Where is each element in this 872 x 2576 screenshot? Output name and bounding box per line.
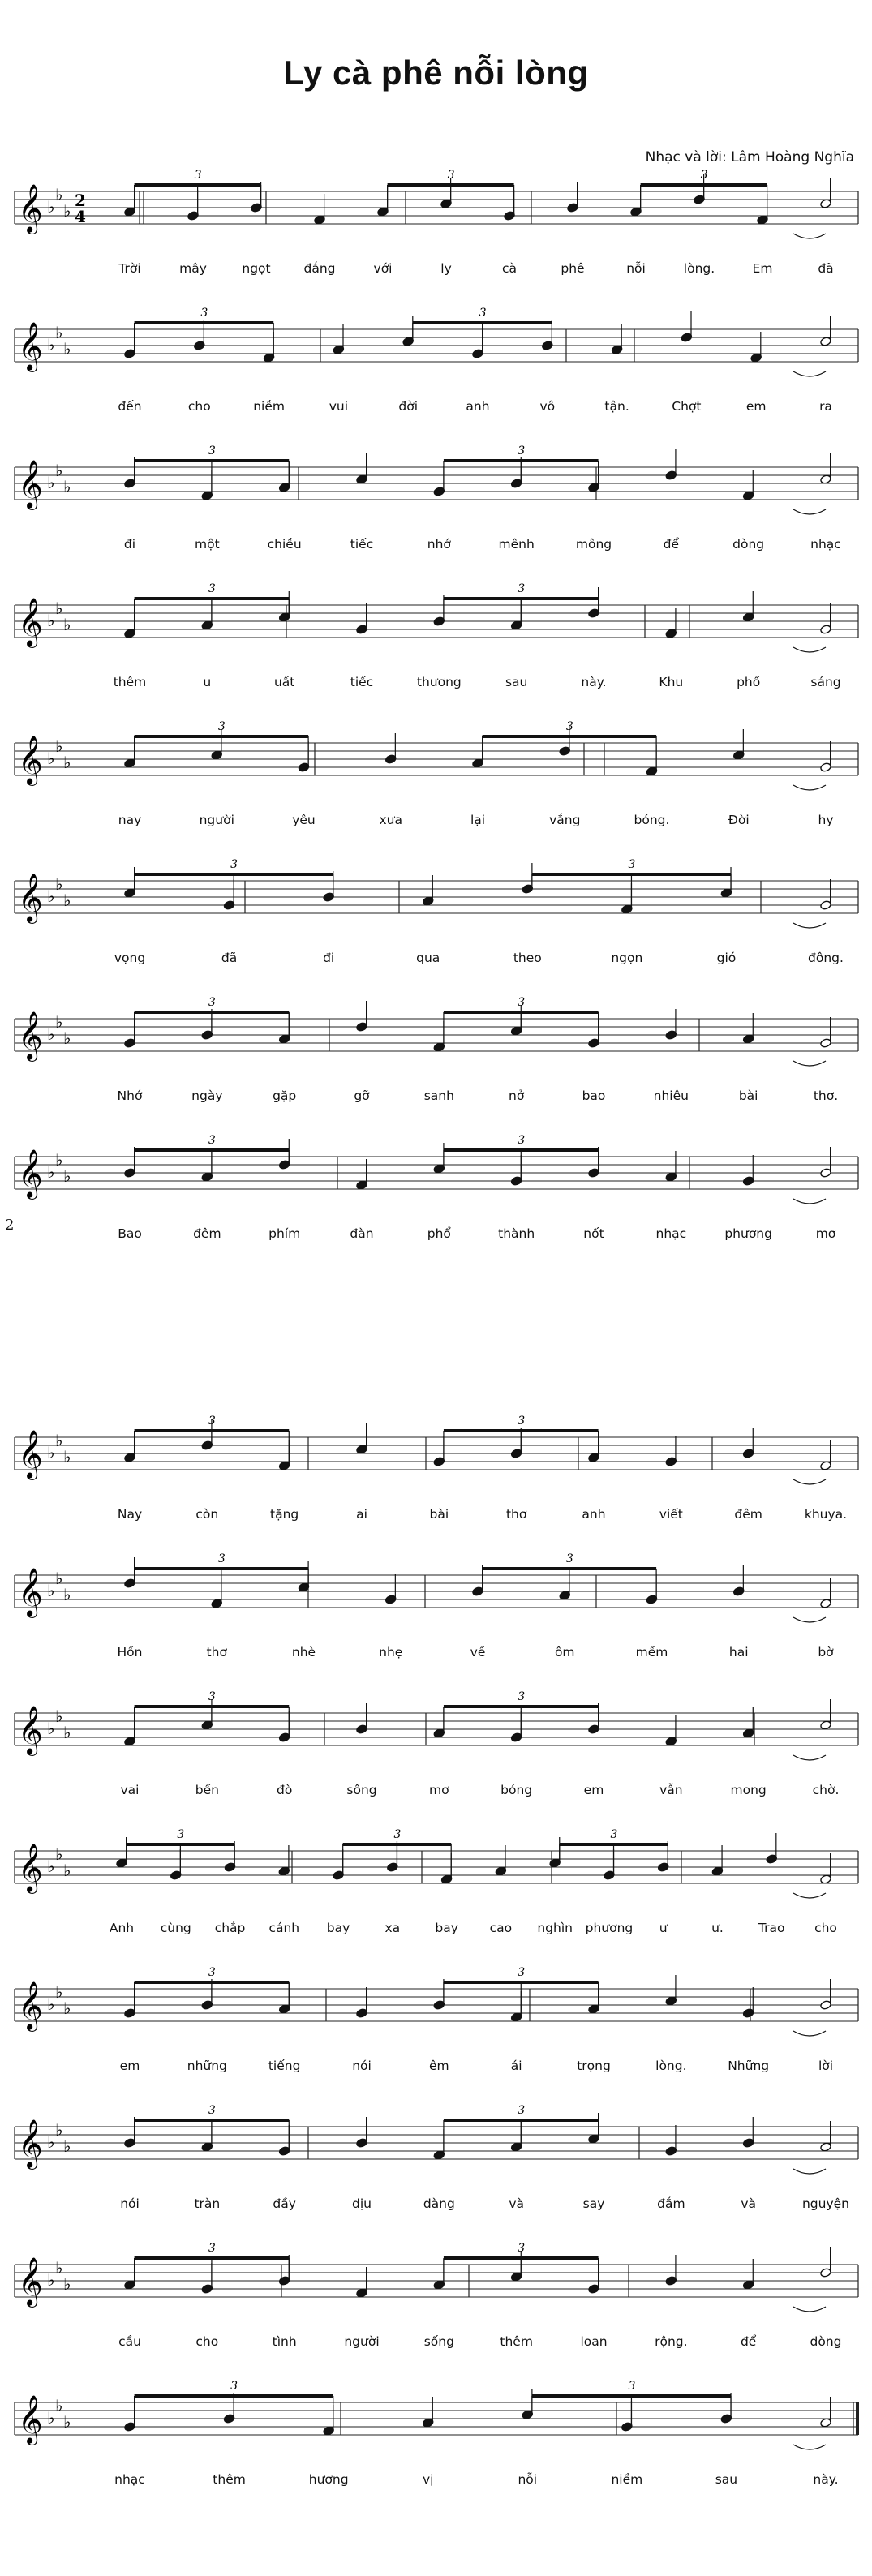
tuplet-label: 3 xyxy=(518,582,526,595)
lyric-syllable: sông xyxy=(346,1783,377,1797)
tuplet-label: 3 xyxy=(610,1828,618,1841)
flat-icon: ♭ xyxy=(55,1012,63,1032)
lyric-syllable: bóng xyxy=(500,1783,533,1797)
lyric-syllable: cao xyxy=(489,1921,513,1935)
staff-system xyxy=(0,2094,872,2224)
lyric-syllable: với xyxy=(373,261,393,276)
lyric-syllable: và xyxy=(741,2196,756,2211)
flat-icon: ♭ xyxy=(63,1723,71,1742)
lyric-syllable: mông xyxy=(575,537,612,552)
flat-icon: ♭ xyxy=(47,1024,55,1044)
lyric-syllable: ra xyxy=(819,399,832,414)
treble-clef-icon: 𝄞 xyxy=(18,2257,43,2306)
flat-icon: ♭ xyxy=(63,339,71,358)
lyric-syllable: phê xyxy=(561,261,585,276)
lyric-syllable: Chợt xyxy=(672,399,702,414)
lyric-syllable: tiếng xyxy=(268,2059,301,2073)
staff-system xyxy=(0,2370,872,2500)
lyric-syllable: vọng xyxy=(114,951,146,965)
composer-credit: Nhạc và lời: Lâm Hoàng Nghĩa xyxy=(645,149,854,165)
tuplet-label: 3 xyxy=(208,1690,216,1703)
lyric-syllable: anh xyxy=(466,399,490,414)
lyric-syllable: nay xyxy=(118,813,142,827)
tuplet-label: 3 xyxy=(518,1966,526,1979)
lyric-syllable: Nay xyxy=(117,1507,143,1522)
flat-icon: ♭ xyxy=(47,1857,55,1876)
flat-icon: ♭ xyxy=(47,611,55,630)
lyric-syllable: hương xyxy=(308,2472,349,2487)
lyric-syllable: ly xyxy=(440,261,452,276)
lyric-syllable: đắng xyxy=(303,261,336,276)
lyric-syllable: em xyxy=(119,2059,140,2073)
lyric-syllable: mơ xyxy=(815,1226,836,1241)
tuplet-label: 3 xyxy=(217,1552,226,1565)
flat-icon: ♭ xyxy=(55,2120,63,2140)
lyric-syllable: vẫn xyxy=(659,1783,683,1797)
lyric-syllable: này. xyxy=(813,2472,839,2487)
lyric-syllable: nhẹ xyxy=(379,1645,403,1659)
lyric-syllable: yêu xyxy=(292,813,316,827)
lyric-syllable: tận. xyxy=(604,399,629,414)
flat-icon: ♭ xyxy=(55,1431,63,1450)
lyric-syllable: còn xyxy=(195,1507,219,1522)
lyric-syllable: lại xyxy=(470,813,486,827)
lyric-syllable: dịu xyxy=(352,2196,372,2211)
lyric-syllable: gặp xyxy=(273,1088,297,1103)
lyric-syllable: lòng. xyxy=(683,261,715,276)
staff-system xyxy=(0,986,872,1116)
flat-icon: ♭ xyxy=(55,1844,63,1864)
lyric-syllable: niềm xyxy=(611,2472,643,2487)
lyric-syllable: dàng xyxy=(423,2196,455,2211)
tuplet-label: 3 xyxy=(518,444,526,457)
lyric-syllable: Khu xyxy=(659,675,684,689)
lyric-syllable: cho xyxy=(187,399,211,414)
tuplet-label: 3 xyxy=(518,2242,526,2255)
tuplet-label: 3 xyxy=(565,720,573,733)
tuplet-label: 3 xyxy=(518,2104,526,2117)
lyric-syllable: đàn xyxy=(350,1226,374,1241)
tuplet-label: 3 xyxy=(518,996,526,1009)
tuplet-label: 3 xyxy=(208,444,216,457)
lyric-syllable: Những xyxy=(728,2059,770,2073)
lyric-syllable: vô xyxy=(539,399,556,414)
lyric-syllable: Nhớ xyxy=(117,1088,143,1103)
lyric-syllable: nghìn xyxy=(537,1921,573,1935)
lyric-syllable: cho xyxy=(195,2334,219,2349)
lyric-syllable: mênh xyxy=(498,537,535,552)
staff-system xyxy=(0,1124,872,1254)
lyric-syllable: nhạc xyxy=(810,537,841,552)
lyric-syllable: ôm xyxy=(554,1645,575,1659)
tie xyxy=(793,371,826,376)
lyric-syllable: say xyxy=(582,2196,605,2211)
lyric-syllable: Hồn xyxy=(117,1645,143,1659)
flat-icon: ♭ xyxy=(55,1982,63,2002)
lyric-syllable: vị xyxy=(422,2472,434,2487)
lyric-syllable: vui xyxy=(329,399,349,414)
flat-icon: ♭ xyxy=(55,323,63,342)
lyric-syllable: em xyxy=(583,1783,604,1797)
tuplet-label: 3 xyxy=(208,1134,216,1147)
lyric-syllable: lòng. xyxy=(655,2059,687,2073)
lyric-syllable: nốt xyxy=(583,1226,604,1241)
staff-system xyxy=(0,297,872,427)
treble-clef-icon: 𝄞 xyxy=(18,1706,43,1754)
tuplet-label: 3 xyxy=(479,307,487,320)
lyric-syllable: thêm xyxy=(113,675,147,689)
tie xyxy=(793,234,826,238)
flat-icon: ♭ xyxy=(63,1447,71,1466)
flat-icon: ♭ xyxy=(63,753,71,772)
lyric-syllable: mơ xyxy=(429,1783,449,1797)
tie xyxy=(793,2169,826,2174)
lyric-syllable: qua xyxy=(416,951,440,965)
flat-icon: ♭ xyxy=(47,749,55,768)
lyric-syllable: xa xyxy=(384,1921,401,1935)
flat-icon: ♭ xyxy=(55,1569,63,1588)
treble-clef-icon: 𝄞 xyxy=(18,1568,43,1616)
treble-clef-icon: 𝄞 xyxy=(18,460,43,509)
flat-icon: ♭ xyxy=(63,615,71,634)
lyric-syllable: ngọn xyxy=(611,951,643,965)
tuplet-label: 3 xyxy=(447,169,455,182)
staff-system xyxy=(0,2232,872,2362)
lyric-syllable: nguyện xyxy=(801,2196,850,2211)
lyric-syllable: theo xyxy=(513,951,542,965)
tie xyxy=(793,1617,826,1622)
lyric-syllable: thương xyxy=(416,675,462,689)
flat-icon: ♭ xyxy=(55,185,63,204)
tuplet-label: 3 xyxy=(230,858,238,871)
lyric-syllable: phố xyxy=(737,675,761,689)
lyric-syllable: những xyxy=(187,2059,227,2073)
flat-icon: ♭ xyxy=(63,1028,71,1048)
tuplet-label: 3 xyxy=(628,2380,636,2393)
lyric-syllable: cho xyxy=(814,1921,837,1935)
lyric-syllable: để xyxy=(740,2334,757,2349)
lyric-syllable: em xyxy=(745,399,767,414)
lyric-syllable: tặng xyxy=(270,1507,299,1522)
staff-system xyxy=(0,1405,872,1535)
flat-icon: ♭ xyxy=(55,1150,63,1170)
lyric-syllable: bài xyxy=(738,1088,758,1103)
flat-icon: ♭ xyxy=(55,874,63,894)
lyric-syllable: đông. xyxy=(808,951,844,965)
tuplet-label: 3 xyxy=(208,1415,216,1428)
lyric-syllable: bài xyxy=(429,1507,449,1522)
lyric-syllable: nhạc xyxy=(114,2472,145,2487)
lyric-syllable: một xyxy=(194,537,220,552)
flat-icon: ♭ xyxy=(63,477,71,496)
treble-clef-icon: 𝄞 xyxy=(18,1011,43,1060)
lyric-syllable: bay xyxy=(435,1921,458,1935)
lyric-syllable: về xyxy=(470,1645,486,1659)
lyric-syllable: đã xyxy=(818,261,834,276)
lyric-syllable: Em xyxy=(752,261,773,276)
lyric-syllable: anh xyxy=(582,1507,606,1522)
staff-system xyxy=(0,435,872,565)
lyric-syllable: ư. xyxy=(711,1921,724,1935)
staff-system xyxy=(0,159,872,289)
lyric-syllable: đi xyxy=(123,537,136,552)
lyric-syllable: thơ. xyxy=(813,1088,839,1103)
flat-icon: ♭ xyxy=(47,887,55,906)
tuplet-label: 3 xyxy=(208,2242,216,2255)
lyric-syllable: nở xyxy=(509,1088,525,1103)
flat-icon: ♭ xyxy=(47,335,55,354)
time-signature-top: 2 xyxy=(75,191,86,210)
lyric-syllable: đi xyxy=(323,951,335,965)
tuplet-label: 3 xyxy=(177,1828,185,1841)
treble-clef-icon: 𝄞 xyxy=(18,1981,43,2030)
tie xyxy=(793,1755,826,1760)
lyric-syllable: Trời xyxy=(118,261,141,276)
lyric-syllable: phương xyxy=(585,1921,634,1935)
flat-icon: ♭ xyxy=(55,2258,63,2278)
tuplet-label: 3 xyxy=(518,1690,526,1703)
staff-system xyxy=(0,573,872,702)
lyric-syllable: viết xyxy=(659,1507,683,1522)
lyric-syllable: thơ xyxy=(206,1645,227,1659)
tuplet-label: 3 xyxy=(208,996,216,1009)
lyric-syllable: sáng xyxy=(810,675,841,689)
lyric-syllable: thêm xyxy=(213,2472,246,2487)
tie xyxy=(793,1061,826,1066)
lyric-syllable: đắm xyxy=(657,2196,685,2211)
lyric-syllable: ư xyxy=(659,1921,668,1935)
tuplet-label: 3 xyxy=(230,2380,238,2393)
flat-icon: ♭ xyxy=(55,461,63,480)
lyric-syllable: mong xyxy=(730,1783,767,1797)
lyric-syllable: và xyxy=(509,2196,524,2211)
flat-icon: ♭ xyxy=(47,2408,55,2428)
lyric-syllable: đã xyxy=(221,951,238,965)
lyric-syllable: sau xyxy=(715,2472,738,2487)
staff-system xyxy=(0,1543,872,1672)
lyric-syllable: tiếc xyxy=(350,675,374,689)
lyric-syllable: nhạc xyxy=(655,1226,687,1241)
flat-icon: ♭ xyxy=(47,1719,55,1738)
tie xyxy=(793,509,826,514)
lyric-syllable: gió xyxy=(716,951,737,965)
flat-icon: ♭ xyxy=(55,736,63,756)
tie xyxy=(793,1199,826,1204)
lyric-syllable: ai xyxy=(356,1507,367,1522)
staff-system xyxy=(0,711,872,840)
treble-clef-icon: 𝄞 xyxy=(18,1844,43,1892)
treble-clef-icon: 𝄞 xyxy=(18,184,43,233)
flat-icon: ♭ xyxy=(55,1707,63,1726)
lyric-syllable: phương xyxy=(724,1226,772,1241)
lyric-syllable: đến xyxy=(118,399,142,414)
treble-clef-icon: 𝄞 xyxy=(18,1430,43,1479)
flat-icon: ♭ xyxy=(63,2136,71,2156)
lyric-syllable: bóng. xyxy=(634,813,670,827)
staff-system xyxy=(0,1956,872,2086)
lyric-syllable: Đời xyxy=(728,813,750,827)
tie xyxy=(793,1893,826,1898)
lyric-syllable: bến xyxy=(195,1783,219,1797)
flat-icon: ♭ xyxy=(63,1585,71,1604)
tie xyxy=(793,923,826,928)
tuplet-label: 3 xyxy=(194,169,202,182)
tie xyxy=(793,2307,826,2312)
lyric-syllable: vai xyxy=(120,1783,140,1797)
treble-clef-icon: 𝄞 xyxy=(18,322,43,371)
page-number: 2 xyxy=(5,1217,15,1234)
tuplet-label: 3 xyxy=(208,1966,216,1979)
lyric-syllable: uất xyxy=(273,675,295,689)
tuplet-label: 3 xyxy=(208,582,216,595)
tuplet-label: 3 xyxy=(217,720,226,733)
tuplet-label: 3 xyxy=(628,858,636,871)
lyric-syllable: ngọt xyxy=(242,261,271,276)
lyric-syllable: mây xyxy=(179,261,207,276)
treble-clef-icon: 𝄞 xyxy=(18,736,43,784)
staff-system xyxy=(0,1818,872,1948)
lyric-syllable: dòng xyxy=(810,2334,842,2349)
tie xyxy=(793,2445,826,2449)
flat-icon: ♭ xyxy=(63,1861,71,1880)
flat-icon: ♭ xyxy=(63,1999,71,2018)
tuplet-label: 3 xyxy=(393,1828,402,1841)
lyric-syllable: đầy xyxy=(273,2196,296,2211)
lyric-syllable: lời xyxy=(818,2059,834,2073)
treble-clef-icon: 𝄞 xyxy=(18,1149,43,1198)
time-signature-bottom: 4 xyxy=(75,207,86,226)
lyric-syllable: nói xyxy=(352,2059,372,2073)
tie xyxy=(793,2031,826,2036)
lyric-syllable: niềm xyxy=(253,399,285,414)
tuplet-label: 3 xyxy=(200,307,208,320)
flat-icon: ♭ xyxy=(63,1166,71,1186)
lyric-syllable: phím xyxy=(268,1226,301,1241)
lyric-syllable: tiếc xyxy=(350,537,374,552)
lyric-syllable: rộng. xyxy=(655,2334,688,2349)
treble-clef-icon: 𝄞 xyxy=(18,2395,43,2444)
flat-icon: ♭ xyxy=(47,1581,55,1600)
lyric-syllable: người xyxy=(199,813,234,827)
lyric-syllable: đò xyxy=(276,1783,293,1797)
flat-icon: ♭ xyxy=(63,2274,71,2294)
lyric-syllable: cầu xyxy=(118,2334,141,2349)
lyric-syllable: xưa xyxy=(379,813,402,827)
flat-icon: ♭ xyxy=(47,1162,55,1182)
flat-icon: ♭ xyxy=(55,599,63,618)
flat-icon: ♭ xyxy=(63,201,71,221)
lyric-syllable: nói xyxy=(120,2196,140,2211)
lyric-syllable: nhớ xyxy=(427,537,451,552)
flat-icon: ♭ xyxy=(47,1994,55,2014)
tie xyxy=(793,647,826,652)
lyric-syllable: hy xyxy=(818,813,834,827)
lyric-syllable: u xyxy=(203,675,212,689)
lyric-syllable: ngày xyxy=(191,1088,223,1103)
lyric-syllable: ái xyxy=(510,2059,522,2073)
lyric-syllable: chờ. xyxy=(812,1783,840,1797)
lyric-syllable: sống xyxy=(423,2334,454,2349)
lyric-syllable: gỡ xyxy=(354,1088,370,1103)
lyric-syllable: bao xyxy=(582,1088,606,1103)
treble-clef-icon: 𝄞 xyxy=(18,874,43,922)
lyric-syllable: nỗi xyxy=(626,261,646,276)
tuplet-label: 3 xyxy=(518,1134,526,1147)
lyric-syllable: chiều xyxy=(267,537,302,552)
lyric-syllable: thành xyxy=(498,1226,535,1241)
tuplet-label: 3 xyxy=(208,2104,216,2117)
lyric-syllable: này. xyxy=(581,675,607,689)
lyric-syllable: đêm xyxy=(734,1507,762,1522)
flat-icon: ♭ xyxy=(47,1443,55,1462)
lyric-syllable: dòng xyxy=(732,537,765,552)
flat-icon: ♭ xyxy=(47,2132,55,2152)
lyric-syllable: để xyxy=(663,537,680,552)
tuplet-label: 3 xyxy=(700,169,708,182)
lyric-syllable: nhiêu xyxy=(653,1088,689,1103)
lyric-syllable: người xyxy=(344,2334,380,2349)
flat-icon: ♭ xyxy=(55,2396,63,2415)
lyric-syllable: loan xyxy=(580,2334,608,2349)
lyric-syllable: hai xyxy=(728,1645,749,1659)
staff-system xyxy=(0,848,872,978)
flat-icon: ♭ xyxy=(63,2412,71,2432)
lyric-syllable: nhè xyxy=(291,1645,316,1659)
lyric-syllable: vắng xyxy=(549,813,581,827)
tuplet-label: 3 xyxy=(518,1415,526,1428)
lyric-syllable: cà xyxy=(501,261,518,276)
lyric-syllable: cánh xyxy=(268,1921,300,1935)
tuplet-label: 3 xyxy=(565,1552,573,1565)
lyric-syllable: khuya. xyxy=(804,1507,848,1522)
lyric-syllable: sau xyxy=(505,675,528,689)
flat-icon: ♭ xyxy=(63,891,71,910)
lyric-syllable: nỗi xyxy=(518,2472,538,2487)
treble-clef-icon: 𝄞 xyxy=(18,598,43,646)
lyric-syllable: tình xyxy=(272,2334,297,2349)
song-title: Ly cà phê nỗi lòng xyxy=(283,54,589,92)
flat-icon: ♭ xyxy=(47,2270,55,2290)
lyric-syllable: trọng xyxy=(577,2059,611,2073)
lyric-syllable: thơ xyxy=(505,1507,527,1522)
lyric-syllable: Trao xyxy=(758,1921,785,1935)
lyric-syllable: chắp xyxy=(214,1921,246,1935)
lyric-syllable: đời xyxy=(398,399,419,414)
staff-system xyxy=(0,1681,872,1810)
lyric-syllable: bờ xyxy=(818,1645,834,1659)
lyric-syllable: thêm xyxy=(500,2334,533,2349)
lyric-syllable: Bao xyxy=(118,1226,142,1241)
flat-icon: ♭ xyxy=(47,473,55,492)
lyric-syllable: cùng xyxy=(160,1921,191,1935)
lyric-syllable: đêm xyxy=(193,1226,221,1241)
lyric-syllable: êm xyxy=(429,2059,449,2073)
lyric-syllable: bay xyxy=(326,1921,350,1935)
treble-clef-icon: 𝄞 xyxy=(18,2119,43,2168)
lyric-syllable: phổ xyxy=(427,1226,451,1241)
lyric-syllable: tràn xyxy=(194,2196,221,2211)
lyric-syllable: Anh xyxy=(109,1921,135,1935)
tie xyxy=(793,785,826,790)
tie xyxy=(793,1479,826,1484)
lyric-syllable: sanh xyxy=(423,1088,454,1103)
flat-icon: ♭ xyxy=(47,197,55,217)
lyric-syllable: mềm xyxy=(635,1645,668,1659)
